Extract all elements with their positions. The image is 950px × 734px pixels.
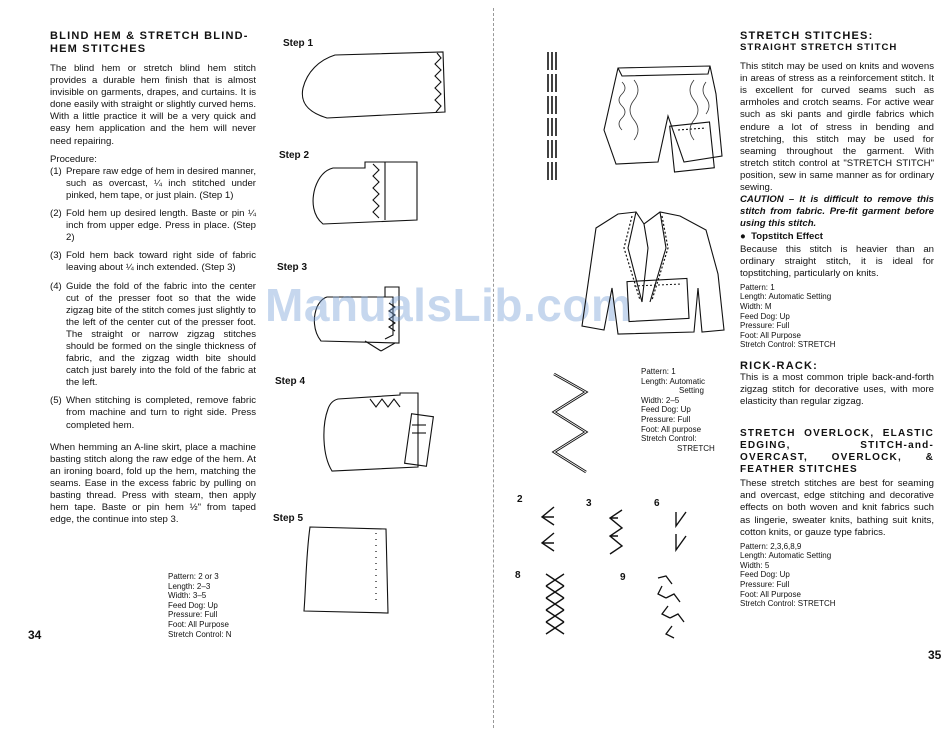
pattern-number-6: 6 <box>654 498 660 509</box>
caution-note: CAUTION – It is difficult to remove this stitch from fabric. Pre-fit garment before using this stitch. <box>740 194 934 230</box>
straight-stretch-subtitle: STRAIGHT STRETCH STITCH <box>740 42 898 53</box>
blind-hem-settings: Pattern: 2 or 3 Length: 2–3 Width: 3–5 Feed Dog: Up Pressure: Full Foot: All Purpose Stretch Control: N <box>168 572 232 639</box>
feather-stitch-icon-9 <box>652 574 688 644</box>
procedure-item: (1) Prepare raw edge of hem in desired manner, such as overcast, ¼ inch stitched under pinked, hem tape, or just plain. (Step 1) <box>50 165 256 201</box>
rickrack-stitch-icon <box>548 366 592 478</box>
topstitch-body: Because this stitch is heavier than an ordinary straight stitch, it is ideal for topstitching, particularly on knits. <box>740 243 934 279</box>
hem-step5-illustration <box>300 525 410 625</box>
hem-step1-illustration <box>295 50 455 140</box>
right-text-column <box>740 30 934 609</box>
hem-step4-illustration <box>320 385 445 495</box>
hem-step2-illustration <box>305 158 445 248</box>
jacket-garment-illustration <box>566 208 736 336</box>
overlock-stitch-icon-6 <box>672 508 692 556</box>
procedure-item: (3) Fold hem back toward right side of fabric leaving about ¼ inch extended. (Step 3) <box>50 250 256 274</box>
stretch-stitches-title: STRETCH STITCHES: <box>740 30 874 42</box>
page-fold-divider <box>493 8 495 728</box>
overlock-stitch-icon-3 <box>606 508 630 556</box>
procedure-item: (2) Fold hem up desired length. Baste or pin ¼ inch from upper edge. Press in place. (Step 2) <box>50 208 256 244</box>
pattern-number-2: 2 <box>517 494 523 505</box>
pattern-number-9: 9 <box>620 572 626 583</box>
overlock-title: STRETCH OVERLOCK, ELASTIC EDGING, STITCH-and-OVERCAST, OVERLOCK, & FEATHER STITCHES <box>740 428 934 476</box>
rickrack-body: This is a most common triple back-and-forth zigzag stitch for decorative uses, with more elasticity than regular zigzag. <box>740 371 934 408</box>
step-5-label: Step 5 <box>273 513 304 524</box>
step-3-label: Step 3 <box>277 262 308 273</box>
blind-hem-intro: The blind hem or stretch blind hem stitch provides a durable hem finish that is almost invisible on garments, drapes, and curtains. It is done easily with straight or slightly curved hems. With a little practice it will be a very quick and easy hem application and the hem will never need repairing. <box>50 63 256 147</box>
straight-stretch-body: This stitch may be used on knits and wovens in areas of stress as a reinforcement stitch. It is excellent for curved seams such as armholes and crotch seams. For active wear such as ski pants and girdle fabrics which endure a lot of stress in bending and stretching, this stitch may be used for seaming throughout the garment. With stretch stitch control at "STRETCH STITCH" position, sew in same manner as for ordinary sewing. <box>740 61 934 194</box>
right-page-number: 35 <box>928 648 942 662</box>
aline-skirt-text: When hemming an A-line skirt, place a machine basting stitch along the raw edge of the hem. At an ironing board, fold up the hem, matching the seams. Ease in the excess fabric by pulling on basting thread. Press with steam, then apply hem tape. Baste or pin hem ½" from taped edge, the continue into step 3. <box>50 441 256 526</box>
shorts-garment-illustration <box>598 60 738 172</box>
procedure-item: (4) Guide the fold of the fabric into the center cut of the presser foot so that the wide zigzag bite of the stitch comes just slightly to the left of the center cut of the presser foot. The straight or narrow zigzag stitches should be formed on the single thickness of fabric, and the zigzag width bite should catch just barely into the fold of the fabric at the left. <box>50 280 256 389</box>
pattern-number-8: 8 <box>515 570 521 581</box>
overlock-body: These stretch stitches are best for seaming and overcast, edge stitching and decorative effects on both woven and knit fabrics such as lingerie, sweater knits, bathing suit knits, cotton knits, or gauze type fabrics. <box>740 478 934 538</box>
step-2-label: Step 2 <box>279 150 310 161</box>
pattern-number-3: 3 <box>586 498 592 509</box>
left-text-column <box>50 30 256 526</box>
step-4-label: Step 4 <box>275 376 306 387</box>
watermark: ManualsLib.com <box>265 279 633 331</box>
topstitch-heading: ● Topstitch Effect <box>740 231 823 243</box>
overlock-stitch-icon-8 <box>544 572 568 640</box>
overlock-settings: Pattern: 2,3,6,8,9 Length: Automatic Setting Width: 5 Feed Dog: Up Pressure: Full Foot: All Purpose Stretch Control: STRETCH <box>740 541 836 609</box>
rickrack-title: RICK-RACK: <box>740 359 818 372</box>
procedure-label: Procedure: <box>50 153 97 165</box>
left-page-number: 34 <box>28 628 42 642</box>
overlock-stitch-icon-2 <box>538 505 562 560</box>
blind-hem-title: BLIND HEM & STRETCH BLIND-HEM STITCHES <box>50 30 249 55</box>
bullet-icon: ● <box>740 231 752 243</box>
step-1-label: Step 1 <box>283 38 314 49</box>
procedure-item: (5) When stitching is completed, remove fabric from machine and turn to right side. Press completed hem. <box>50 395 256 431</box>
straight-stretch-stitch-icon <box>546 52 558 182</box>
rickrack-settings: Pattern: 1 Length: Automatic Setting Width: 2–5 Feed Dog: Up Pressure: Full Foot: All purpose Stretch Control: STRETCH <box>641 367 715 453</box>
procedure-list <box>50 166 256 432</box>
topstitch-settings: Pattern: 1 Length: Automatic Setting Width: M Feed Dog: Up Pressure: Full Foot: All Purpose Stretch Control: STRETCH <box>740 282 836 350</box>
